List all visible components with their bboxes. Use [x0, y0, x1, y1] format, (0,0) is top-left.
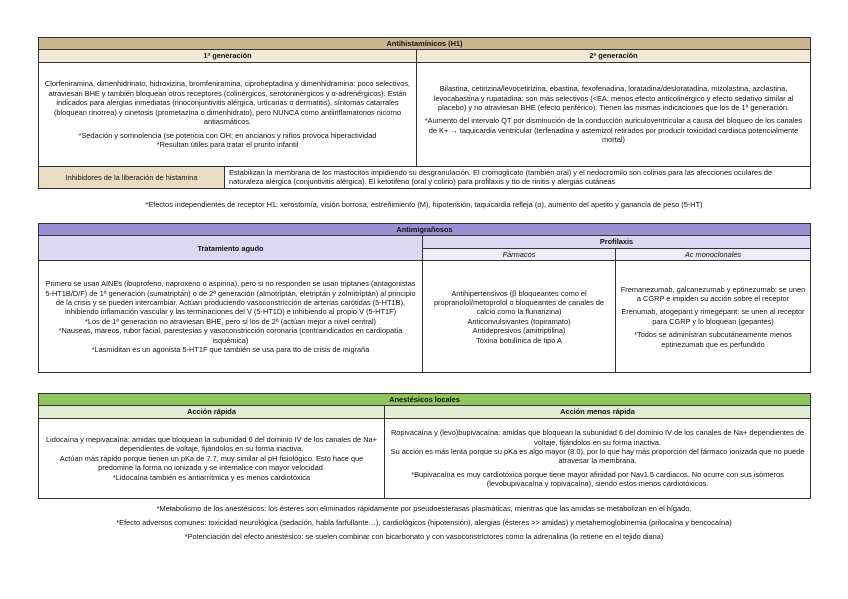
- gen2-cell: [417, 62, 811, 166]
- fast-action-note: *Lidocaína también es antiarrítmica y es menos cardiotóxica: [112, 472, 311, 482]
- antihistamines-footnote: *Efectos independientes de receptor H1: xerostomía, visión borrosa, estreñimiento (M), hipotensión, taquicardia refleja (α), aumento del apetito y ganancia de peso (5-HT): [145, 200, 703, 209]
- acute-treatment-header: Tratamiento agudo: [39, 236, 423, 261]
- gen2-text: Bilastina, cetirizina/levocetirizina, ebastina, fexofenadina, loratadina/desloratadina, mizolastina, azclastina, levocabastina y rupatadina: son más selectivos (<EA: menos efecto anticolinérgico y efecto sedativo similar al placebo) y no atraviesan BHE (efecto periférico). Tienen las mismas indicaciones que los de 1ª generación.: [433, 84, 794, 112]
- acute-treatment-cell: [39, 261, 423, 373]
- anesthetics-footnote-adverse: *Efecto adversos comunes: toxicidad neurológica (sedación, habla farfullante…), cardiológicos (hipotensión), alergias (ésteres >> amidas) y metahemoglobinemia (prilocaína y bencocaína): [116, 518, 732, 527]
- gen1-text: Clorfeniramina, dimenhidrinato, hidroxizina, bromfeniramina, ciproheptadina y dimenhidramina: poco selectivos, atraviesan BHE y también bloquean otros receptores (colinérgicos, serotoninérgicos y α-adrenérgicos). Están indicados para alergias inmediatas (rinoconjuntivitis alérgica, urticarias o dermatitis), síntomas catarrales (bloquean rinorrea) y cinetosis (prometazina o dimenhidrato), pero NUNCA como antiinflamatorios nicorno antiasmáticos.: [44, 79, 411, 127]
- mab-cgrp-ligand: Fremanezumab, galcanezumab y eptinezumab: se unen a CGRP e impiden su acción sobre el receptor: [620, 284, 806, 303]
- local-anesthetics-table: [38, 393, 811, 499]
- gen2-note-qt: *Aumento del intervalo QT por disminución de la conducción auriculoventricular a causa del bloqueo de los canales de K+ → taquicardia ventricular (terfenadina y astemizol retirados por producir toxicidad cardiaca potencialmente mortal): [424, 116, 803, 145]
- slow-action-mechanism: Ropivacaína y (levo)bupivacaína: amidas que bloquean la subunidad 6 del dominio IV de los canales de Na+ dependientes de voltaje, fijándolos en su forma inactiva.: [390, 428, 805, 447]
- drugs-anticonvulsants: Anticonvulsivantes (topiramato): [467, 316, 571, 326]
- fast-action-mechanism: Lidocaína y mepivacaína: amidas que bloquean la subunidad 6 del dominio IV de los canales de Na+ dependientes de voltaje, fijándolos en su forma inactiva.: [46, 434, 377, 454]
- gen1-cell: [39, 62, 417, 166]
- fast-action-header: Acción rápida: [39, 406, 385, 418]
- local-anesthetics-title: Anestésicos locales: [39, 394, 811, 406]
- prophylaxis-header: Profilaxis: [423, 236, 811, 248]
- drugs-antihypertensives: Antihipertensivos (β bloqueantes como el propranolol/metoprolol o bloqueantes de canales de calcio como la flunarizina): [433, 288, 605, 317]
- gen2-header: 2ª generación: [417, 50, 811, 62]
- drugs-botulinum: Toxina botulínica de tipo A: [476, 335, 562, 345]
- acute-note-adverse: *Nauseas, mareos, rubor facial, parestesias y vasoconstricción coronaria (contraindicados en cardiopatía isquémica): [58, 326, 403, 345]
- prophylaxis-mab-cell: [616, 261, 811, 373]
- slow-action-pka: Su acción es más lenta porque su pKa es algo mayor (8.0), por lo que hay más proporción del fármaco ionizada que no puede atravesar la membrana.: [390, 446, 805, 466]
- acute-note-bbb: *Los de 1ª generación no atraviesan BHE, pero sí los de 2ª (actúan mejor a nivel central): [85, 316, 376, 326]
- antihistamines-title: Antihistamínicos (H1): [39, 38, 811, 50]
- anesthetics-footnote-metabolism: *Metabolismo de los anestésicos: los ésteres son eliminados rápidamente por pseudoesterasas plasmáticas, mientras que las amidas se metabolizan en el hígado.: [156, 504, 692, 513]
- fast-action-cell: [39, 418, 385, 498]
- slow-action-header: Acción menos rápida: [385, 406, 811, 418]
- mab-cgrp-receptor: Erenumab, atogepant y rimegepant: se unen al receptor para CGRP y lo bloquean (gepantes): [621, 307, 805, 326]
- fast-action-pka: Actúan más rápido porque tienen un pKa de 7.7, muy similar al pH fisiológico. Esto hace que predomine la forma no ionizada y se internalice con mayor velocidad.: [59, 453, 364, 473]
- gen1-header: 1ª generación: [39, 50, 417, 62]
- antimigraine-title: Antimigrañosos: [39, 224, 811, 236]
- slow-action-cell: [385, 418, 811, 498]
- gen1-note-pruritus: *Resultan útiles para tratar el prurito infantil: [156, 140, 299, 150]
- mab-administration-note: *Todos se administran subcutáneamente menos eptinezumab que es perfundido: [634, 330, 792, 349]
- histamine-release-inhibitors-text: Estabilizan la membrana de los mastocitos impidiendo su desgranulación. El cromoglicato (también oral) y el nedocromilo son colirios para las afecciones oculares de naturaleza alérgica (conjuntivitis alérgica). El ketotifeno (oral y colirio) para profilaxis y tto de rinitis y alergias cutáneas: [225, 166, 811, 188]
- anesthetics-footnote-potentiation: *Potenciación del efecto anestésico: se suelen combinar con bicarbonato y con vasoconstrictores como la adrenalina (lo retiene en el tejido diana): [184, 532, 664, 541]
- acute-treatment-text: Primero se usan AINEs (ibuprofeno, naproxeno o aspirina), pero si no responden se usan triptanes (antagonistas 5-HT1B/D/F) de 1ª generación (sumatriptán) o de 2ª generación (almotriptán, eletriptán y zolmitriptán) al principio de la crisis y se pueden intercambiar. Actúan produciendo vasoconstricción de arterias carótidas (5-HT1B), inhibiendo inflamación vascular y las terminaciones del V (5-HT1D) e inhibiendo al propio V (5-HT1F): [45, 279, 416, 317]
- monoclonal-antibodies-header: Ac monoclonales: [616, 248, 811, 260]
- drugs-antidepressants: Antidepresivos (amitriptilina): [472, 326, 566, 336]
- antimigraine-table: [38, 223, 811, 373]
- drugs-header: Fármacos: [423, 248, 616, 260]
- histamine-release-inhibitors-label: Inhibidores de la liberación de histamina: [39, 166, 225, 188]
- gen1-note-sedation: *Sedación y somnolencia (se potencia con OH; en ancianos y niños provoca hiperactividad: [78, 130, 377, 140]
- antihistamines-table: [38, 37, 811, 189]
- acute-note-lasmiditan: *Lasmiditan es un agonista 5-HT1F que también se usa para tto de crisis de migraña: [91, 345, 370, 355]
- prophylaxis-drugs-cell: [423, 261, 616, 373]
- slow-action-note: *Bupivacaína es muy cardiotóxica porque tiene mayor afinidad por Nav1.5 cardiacos. No ocurre con sus isómeros (levobupivacaína y ropivacaína), siendo estos menos cardiotóxicos.: [411, 469, 784, 489]
